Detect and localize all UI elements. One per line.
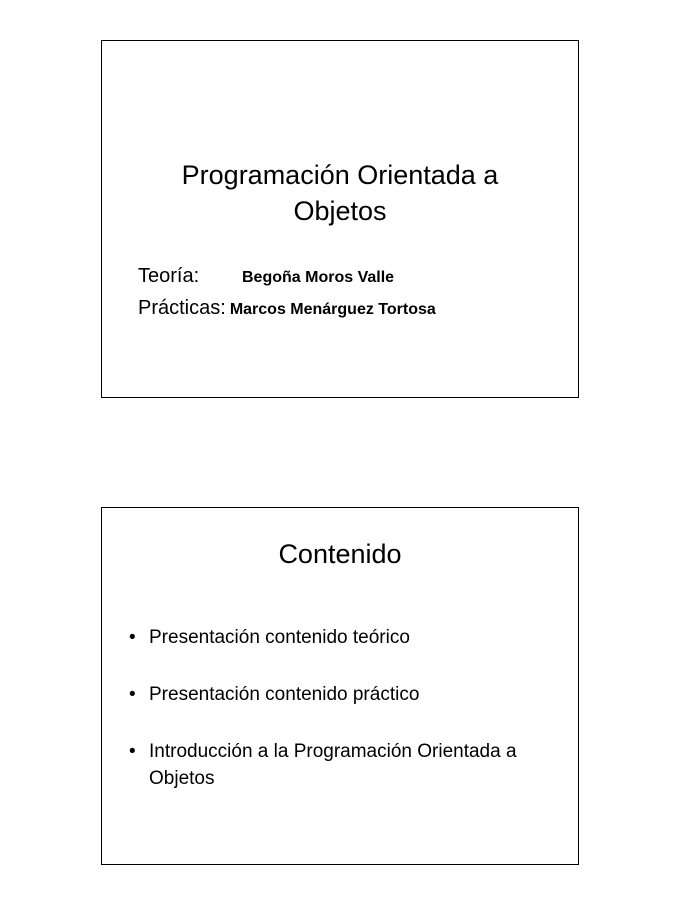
bullet-dot-icon: •: [129, 741, 136, 762]
credit-name: Marcos Menárguez Tortosa: [229, 301, 436, 318]
credit-label: Teoría:: [138, 265, 200, 287]
bullet-item: [129, 681, 559, 708]
bullet-item: [129, 624, 559, 651]
bullet-list: [129, 624, 559, 822]
slide-contenido-heading: Contenido: [278, 539, 402, 569]
credit-row-practicas: [138, 297, 436, 320]
bullet-dot-icon: •: [129, 627, 136, 648]
slide-title-heading: [102, 157, 578, 229]
credit-row-teoria: [138, 265, 394, 288]
title-line-1: Programación Orientada a: [181, 160, 499, 190]
credit-label: Prácticas:: [138, 297, 226, 319]
bullet-item: [129, 738, 559, 792]
credit-name: Begoña Moros Valle: [242, 269, 395, 286]
bullet-text: Introducción a la Programación Orientada a Objetos: [149, 741, 517, 789]
bullet-text: Presentación contenido teórico: [149, 627, 410, 648]
bullet-dot-icon: •: [129, 684, 136, 705]
bullet-text: Presentación contenido práctico: [149, 684, 420, 705]
slide-contenido: [101, 507, 579, 865]
title-line-2: Objetos: [293, 196, 387, 226]
slide-title: [101, 40, 579, 398]
